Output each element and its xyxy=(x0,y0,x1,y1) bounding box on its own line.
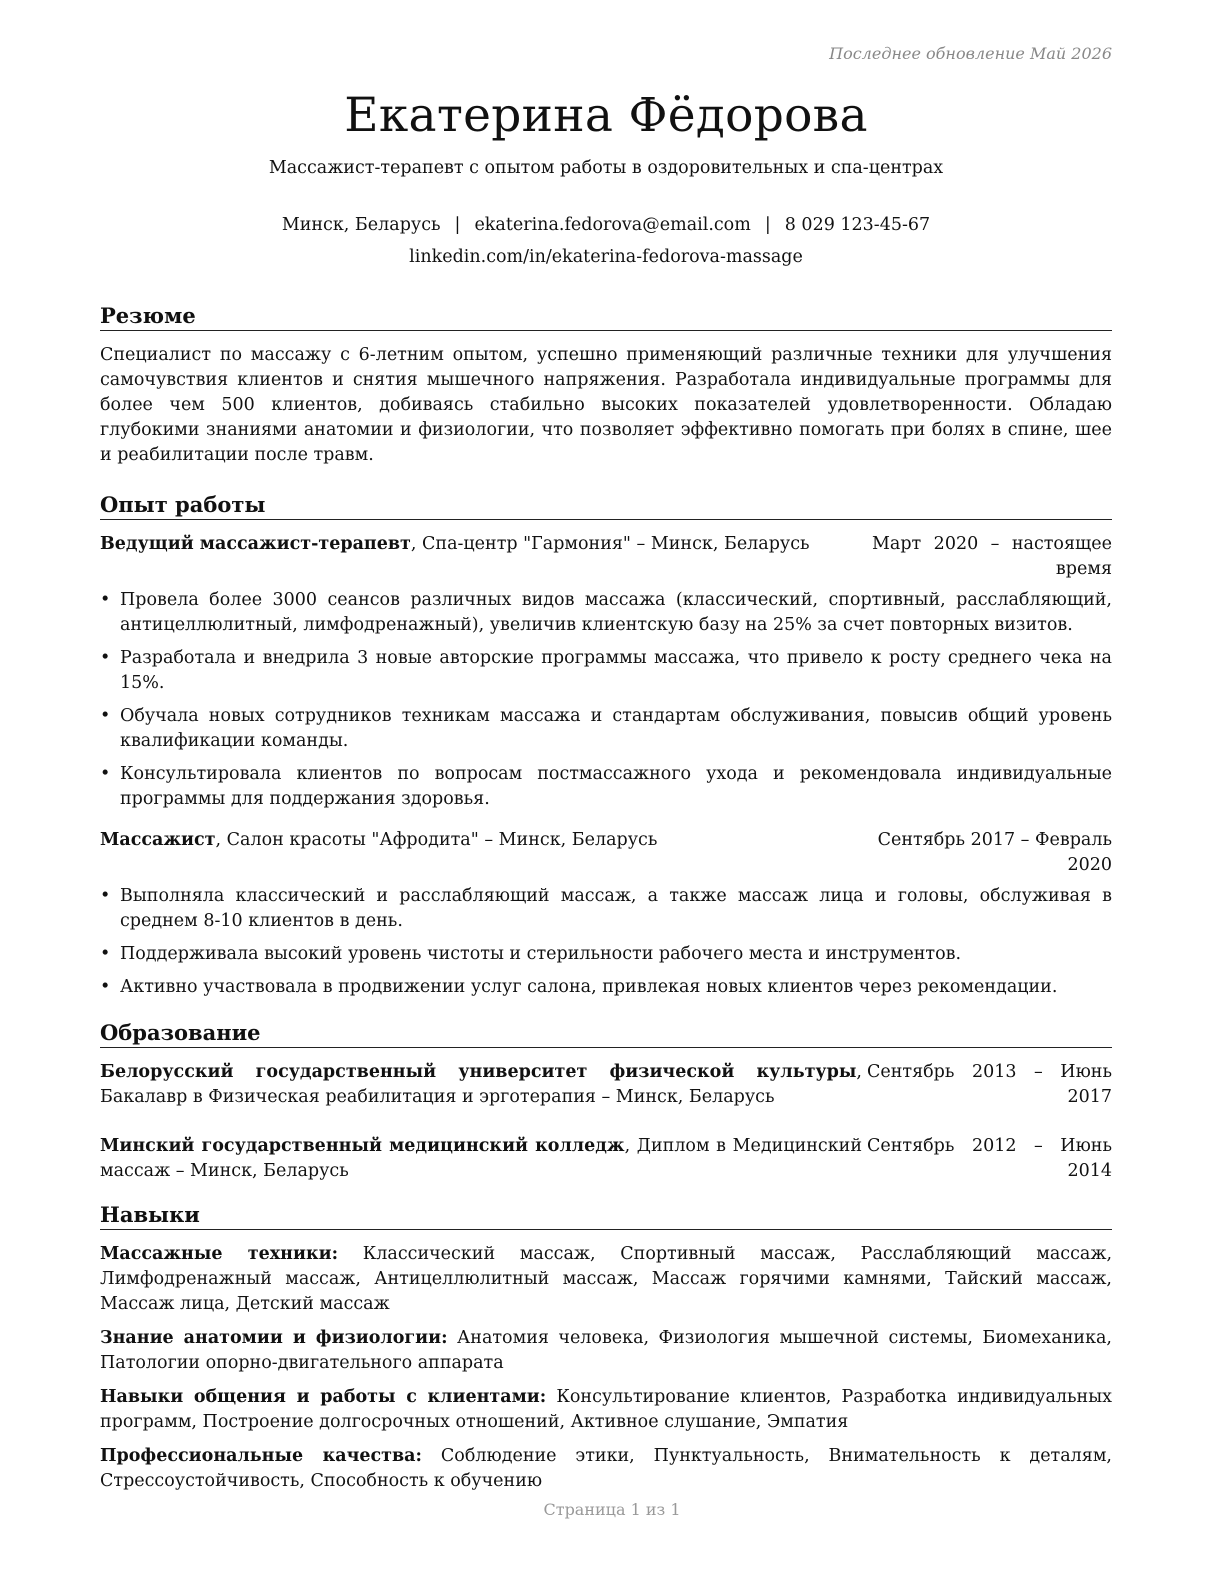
experience-section xyxy=(100,492,1112,1000)
education-description xyxy=(100,1060,862,1110)
education-list xyxy=(100,1060,1112,1184)
skill-group xyxy=(100,1242,1112,1317)
section-title: Образование xyxy=(100,1020,1112,1048)
skill-values: Классический массаж, Спортивный массаж, Расслабляющий массаж, Лимфодренажный массаж, Антицеллюлитный массаж, Массаж горячими камнями, Тайский массаж, Массаж лица, Детский массаж xyxy=(100,1244,1113,1314)
summary-text: Специалист по массажу с 6-летним опытом, успешно применяющий различные техники для улучшения самочувствия клиентов и снятия мышечного напряжения. Разработала индивидуальные программы для более чем 500 клиентов, добиваясь стабильно высоких показателей удовлетворенности. Обладаю глубокими знаниями анатомии и физиологии, что позволяет эффективно помогать при болях в спине, шее и реабилитации после травм. xyxy=(100,345,1112,465)
job-company: , Спа-центр "Гармония" – Минск, Беларусь xyxy=(410,534,810,554)
job-header xyxy=(100,532,1112,582)
job-title-line xyxy=(100,828,840,853)
job-position: Ведущий массажист-терапевт xyxy=(100,534,411,554)
education-entry xyxy=(100,1060,1112,1110)
list-item: • Провела более 3000 сеансов различных видов массажа (классический, спортивный, расслабляющий, антицеллюлитный, лимфодренажный), увеличив клиентскую базу на 25% за счет повторных визитов. xyxy=(120,588,1112,638)
candidate-tagline: Массажист-терапевт с опытом работы в оздоровительных и спа-центрах xyxy=(268,158,944,178)
job-bullets xyxy=(100,588,1112,812)
section-title: Навыки xyxy=(100,1202,1112,1230)
list-item: • Обучала новых сотрудников техникам массажа и стандартам обслуживания, повысив общий уровень квалификации команды. xyxy=(120,704,1112,754)
last-updated-note: Последнее обновление Май 2026 xyxy=(829,44,1112,63)
contact-block xyxy=(100,209,1112,273)
skill-group xyxy=(100,1326,1112,1376)
job-header xyxy=(100,828,1112,878)
skill-values: Соблюдение этики, Пунктуальность, Внимательность к деталям, Стрессоустойчивость, Способность к обучению xyxy=(100,1446,1112,1491)
list-item: • Активно участвовала в продвижении услуг салона, привлекая новых клиентов через рекомендации. xyxy=(120,975,1112,1000)
candidate-name: Екатерина Фёдорова xyxy=(344,88,868,143)
page-number: Страница 1 из 1 xyxy=(543,1500,681,1519)
skill-label: Массажные техники: xyxy=(100,1244,339,1264)
skills-section xyxy=(100,1202,1112,1494)
skill-label: Профессиональные качества: xyxy=(100,1446,422,1466)
job-entry xyxy=(100,532,1112,812)
skill-label: Знание анатомии и физиологии: xyxy=(100,1328,448,1348)
job-bullets xyxy=(100,884,1112,1000)
contact-location: Минск, Беларусь xyxy=(281,215,441,235)
contact-phone: 8 029 123-45-67 xyxy=(784,215,931,235)
job-company: , Салон красоты "Афродита" – Минск, Беларусь xyxy=(215,830,658,850)
contact-separator: | xyxy=(454,215,461,235)
list-item: • Поддерживала высокий уровень чистоты и стерильности рабочего места и инструментов. xyxy=(120,942,1112,967)
job-title-line xyxy=(100,532,840,557)
skill-values: Анатомия человека, Физиология мышечной системы, Биомеханика, Патологии опорно-двигательного аппарата xyxy=(100,1328,1112,1373)
education-institution: Минский государственный медицинский колледж xyxy=(100,1136,625,1156)
education-details: , Диплом в Медицинский массаж – Минск, Беларусь xyxy=(100,1136,862,1181)
contact-linkedin[interactable]: linkedin.com/in/ekaterina-fedorova-massage xyxy=(409,247,803,267)
education-description xyxy=(100,1134,862,1184)
job-entry xyxy=(100,828,1112,1000)
education-entry xyxy=(100,1134,1112,1184)
job-dates: Март 2020 – настоящее время xyxy=(872,534,1112,579)
contact-line xyxy=(100,209,1112,241)
job-dates: Сентябрь 2017 – Февраль 2020 xyxy=(877,830,1112,875)
experience-list xyxy=(100,532,1112,1000)
skills-list xyxy=(100,1242,1112,1494)
skill-group xyxy=(100,1385,1112,1435)
resume-page xyxy=(100,42,1112,1503)
education-institution: Белорусский государственный университет физической культуры xyxy=(100,1062,857,1082)
job-position: Массажист xyxy=(100,830,216,850)
skill-label: Навыки общения и работы с клиентами: xyxy=(100,1387,547,1407)
skill-group xyxy=(100,1444,1112,1494)
list-item: • Выполняла классический и расслабляющий массаж, а также массаж лица и головы, обслуживая в среднем 8-10 клиентов в день. xyxy=(120,884,1112,934)
section-title: Опыт работы xyxy=(100,492,1112,520)
section-title: Резюме xyxy=(100,303,1112,331)
education-details: , Бакалавр в Физическая реабилитация и эрготерапия – Минск, Беларусь xyxy=(100,1062,862,1107)
education-dates: Сентябрь 2013 – Июнь 2017 xyxy=(867,1062,1112,1107)
education-section xyxy=(100,1020,1112,1184)
contact-separator: | xyxy=(764,215,771,235)
list-item: • Консультировала клиентов по вопросам постмассажного ухода и рекомендовала индивидуальные программы для поддержания здоровья. xyxy=(120,762,1112,812)
skill-values: Консультирование клиентов, Разработка индивидуальных программ, Построение долгосрочных отношений, Активное слушание, Эмпатия xyxy=(100,1387,1112,1432)
summary-section xyxy=(100,303,1112,468)
contact-email[interactable]: ekaterina.fedorova@email.com xyxy=(474,215,751,235)
list-item: • Разработала и внедрила 3 новые авторские программы массажа, что привело к росту среднего чека на 15%. xyxy=(120,646,1112,696)
education-dates: Сентябрь 2012 – Июнь 2014 xyxy=(867,1136,1112,1181)
